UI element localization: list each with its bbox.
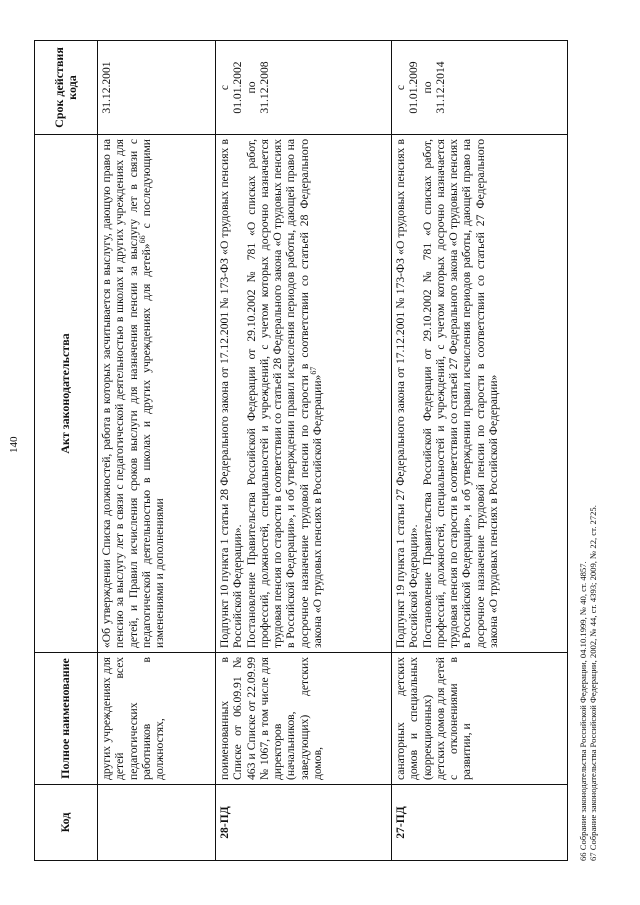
- act-paragraph: Подпункт 10 пункта 1 статьи 28 Федерального закона от 17.12.2001 № 173-ФЗ «О трудовых пенсиях в Российской Федерации».: [218, 139, 245, 648]
- row-code: [98, 785, 216, 861]
- act-text: «Об утверждении Списка должностей, работа в которых засчитывается в выслугу, дающую право на пенсию за выслугу лет в связи с педагогической деятельностью в школах и других учреждениях для детей, и Правил исчисления сроков выслуги для назначения пенсии за выслугу лет в связи с педагогической деятельностью в школах и других учреждениях для детей»: [100, 139, 153, 648]
- codes-table: [34, 40, 568, 861]
- term-from-date: 01.01.2009: [407, 61, 421, 114]
- row-term: [98, 41, 216, 135]
- term-from-date: 01.01.2002: [231, 61, 245, 114]
- act-paragraph: Подпункт 19 пункта 1 статьи 27 Федерального закона от 17.12.2001 № 173-ФЗ «О трудовых пенсиях в Российской Федерации».: [394, 139, 421, 648]
- row-name: санаторных детских домов и специальных (коррекционных) детских домов для детей с отклонениями в развитии, и: [392, 653, 568, 785]
- row-act: [392, 135, 568, 653]
- footnote-ref: 67: [309, 366, 319, 375]
- row-code: 28-ПД: [216, 785, 392, 861]
- row-act: [98, 135, 216, 653]
- act-text-tail: с последующими изменениями и дополнениями: [139, 138, 167, 648]
- term-to-label: по: [244, 81, 258, 94]
- header-code: Код: [35, 785, 98, 861]
- header-term: Срок действия кода: [35, 41, 98, 135]
- table-row: [98, 41, 216, 861]
- header-act: Акт законодательства: [35, 135, 98, 653]
- term-from-label: с: [394, 84, 407, 91]
- table-header-row: [35, 41, 98, 861]
- footnote-ref: 66: [138, 235, 148, 244]
- term-from-label: с: [218, 84, 231, 91]
- row-term: [216, 41, 392, 135]
- row-act: [216, 135, 392, 653]
- row-code: 27-ПД: [392, 785, 568, 861]
- table-row: [392, 41, 568, 861]
- act-text: Постановление Правительства Российской Федерации от 29.10.2002 № 781 «О списках работ, профессий, должностей, специальностей и учреждений, с учетом которых досрочно назначается трудовая пенсия по старости в соответствии со статьей 28 Федерального закона «О трудовых пенсиях в Российской Федерации», и об утверждении правил исчисления периодов работы, дающей право на досрочное назначение трудовой пенсии по старости в соответствии со статьей 28 Федерального закона «О трудовых пенсиях в Российской Федерации»: [244, 139, 325, 648]
- term-date: 31.12.2001: [100, 61, 113, 114]
- act-paragraph: [245, 139, 325, 648]
- footnote-67: 67 Собрание законодательства Российской Федерации, 2002, № 44, ст. 4393; 2009, № 22, ст. 2725.: [588, 505, 598, 861]
- footnotes: [578, 41, 598, 861]
- act-paragraph: Постановление Правительства Российской Федерации от 29.10.2002 № 781 «О списках работ, профессий, должностей, специальностей и учреждений, с учетом которых досрочно назначается трудовая пенсия по старости в соответствии со статьей 27 Федерального закона «О трудовых пенсиях в Российской Федерации», и об утверждении правил исчисления периодов работы, дающей право на досрочное назначение трудовой пенсии по старости в соответствии со статьей 27 Федерального закона «О трудовых пенсиях в Российской Федерации»: [420, 139, 501, 648]
- footnote-66: 66 Собрание законодательства Российской Федерации, 04.10.1999, № 40, ст. 4857.: [578, 561, 588, 861]
- page-number: 140: [8, 436, 20, 453]
- header-name: Полное наименование: [35, 653, 98, 785]
- term-to-label: по: [420, 81, 434, 94]
- term-to-date: 31.12.2014: [433, 61, 447, 114]
- table-row: [216, 41, 392, 861]
- term-to-date: 31.12.2008: [257, 61, 271, 114]
- row-name: других учреждениях для детей всех педагогических работников в должностях,: [98, 653, 216, 785]
- row-name: поименованных в Списке от 06.09.91 № 463 и Списке от 22.09.99 № 1067, в том числе для директоров (начальников, заведующих) детских домов,: [216, 653, 392, 785]
- row-term: [392, 41, 568, 135]
